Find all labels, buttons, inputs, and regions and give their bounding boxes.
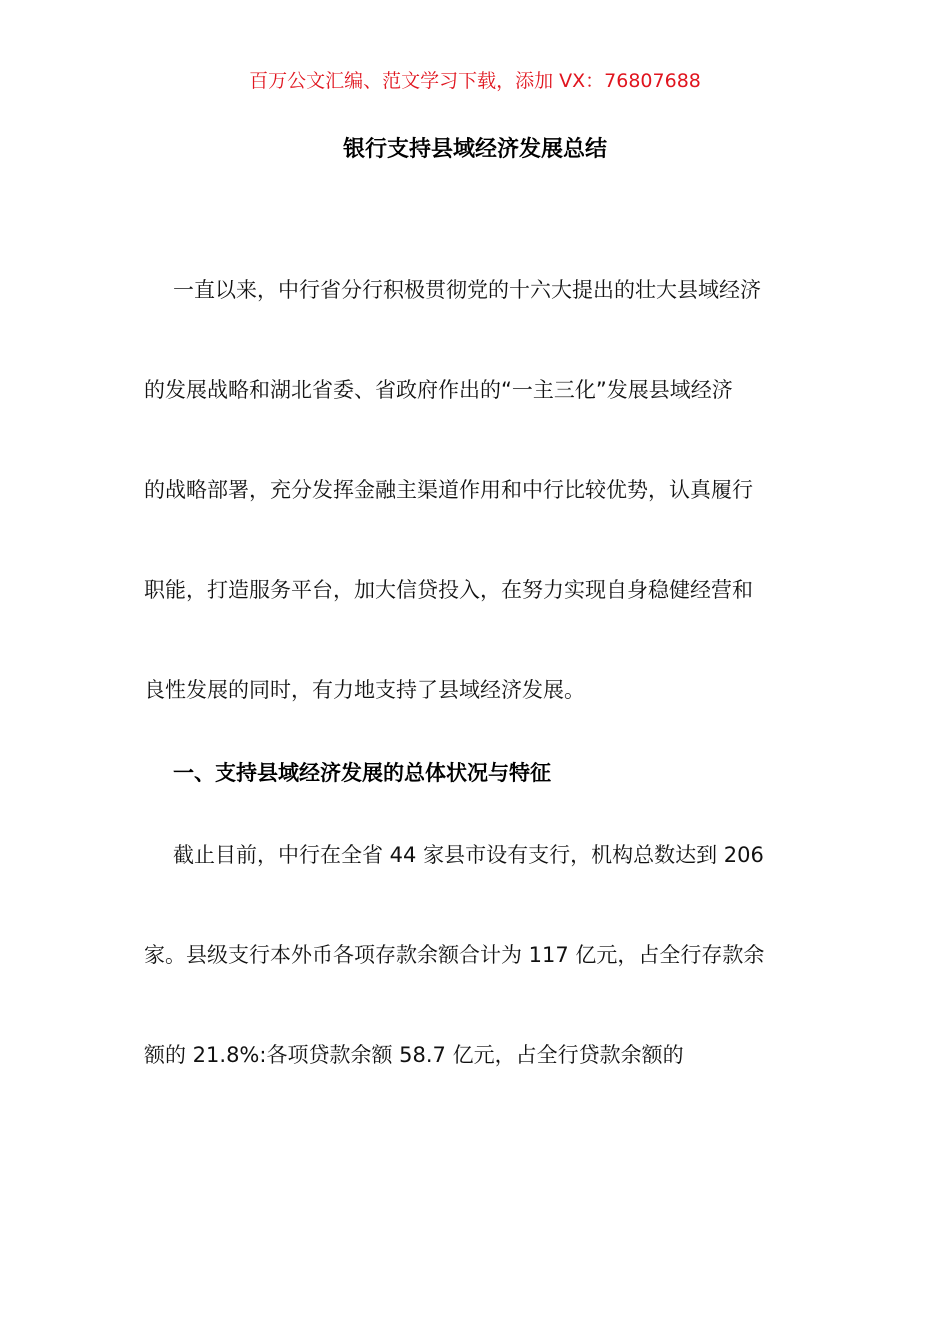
- paragraph-line: 职能，打造服务平台，加大信贷投入，在努力实现自身稳健经营和: [144, 578, 753, 602]
- paragraph-line: 一直以来，中行省分行积极贯彻党的十六大提出的壮大县域经济: [173, 278, 761, 302]
- section-heading: 一、支持县域经济发展的总体状况与特征: [173, 761, 551, 785]
- paragraph-line: 良性发展的同时，有力地支持了县域经济发展。: [144, 678, 585, 702]
- document-title: 银行支持县域经济发展总结: [342, 137, 607, 162]
- paragraph-line: 的战略部署，充分发挥金融主渠道作用和中行比较优势，认真履行: [144, 478, 753, 502]
- paragraph-line: 家。县级支行本外币各项存款余额合计为 117 亿元，占全行存款余: [144, 943, 765, 967]
- paragraph-line: 截止目前，中行在全省 44 家县市设有支行，机构总数达到 206: [173, 843, 764, 867]
- header-watermark-note: 百万公文汇编、范文学习下载，添加 VX：76807688: [249, 70, 701, 92]
- paragraph-line: 的发展战略和湖北省委、省政府作出的“一主三化”发展县域经济: [144, 378, 733, 402]
- paragraph-line: 额的 21.8%:各项贷款余额 58.7 亿元，占全行贷款余额的: [144, 1043, 684, 1067]
